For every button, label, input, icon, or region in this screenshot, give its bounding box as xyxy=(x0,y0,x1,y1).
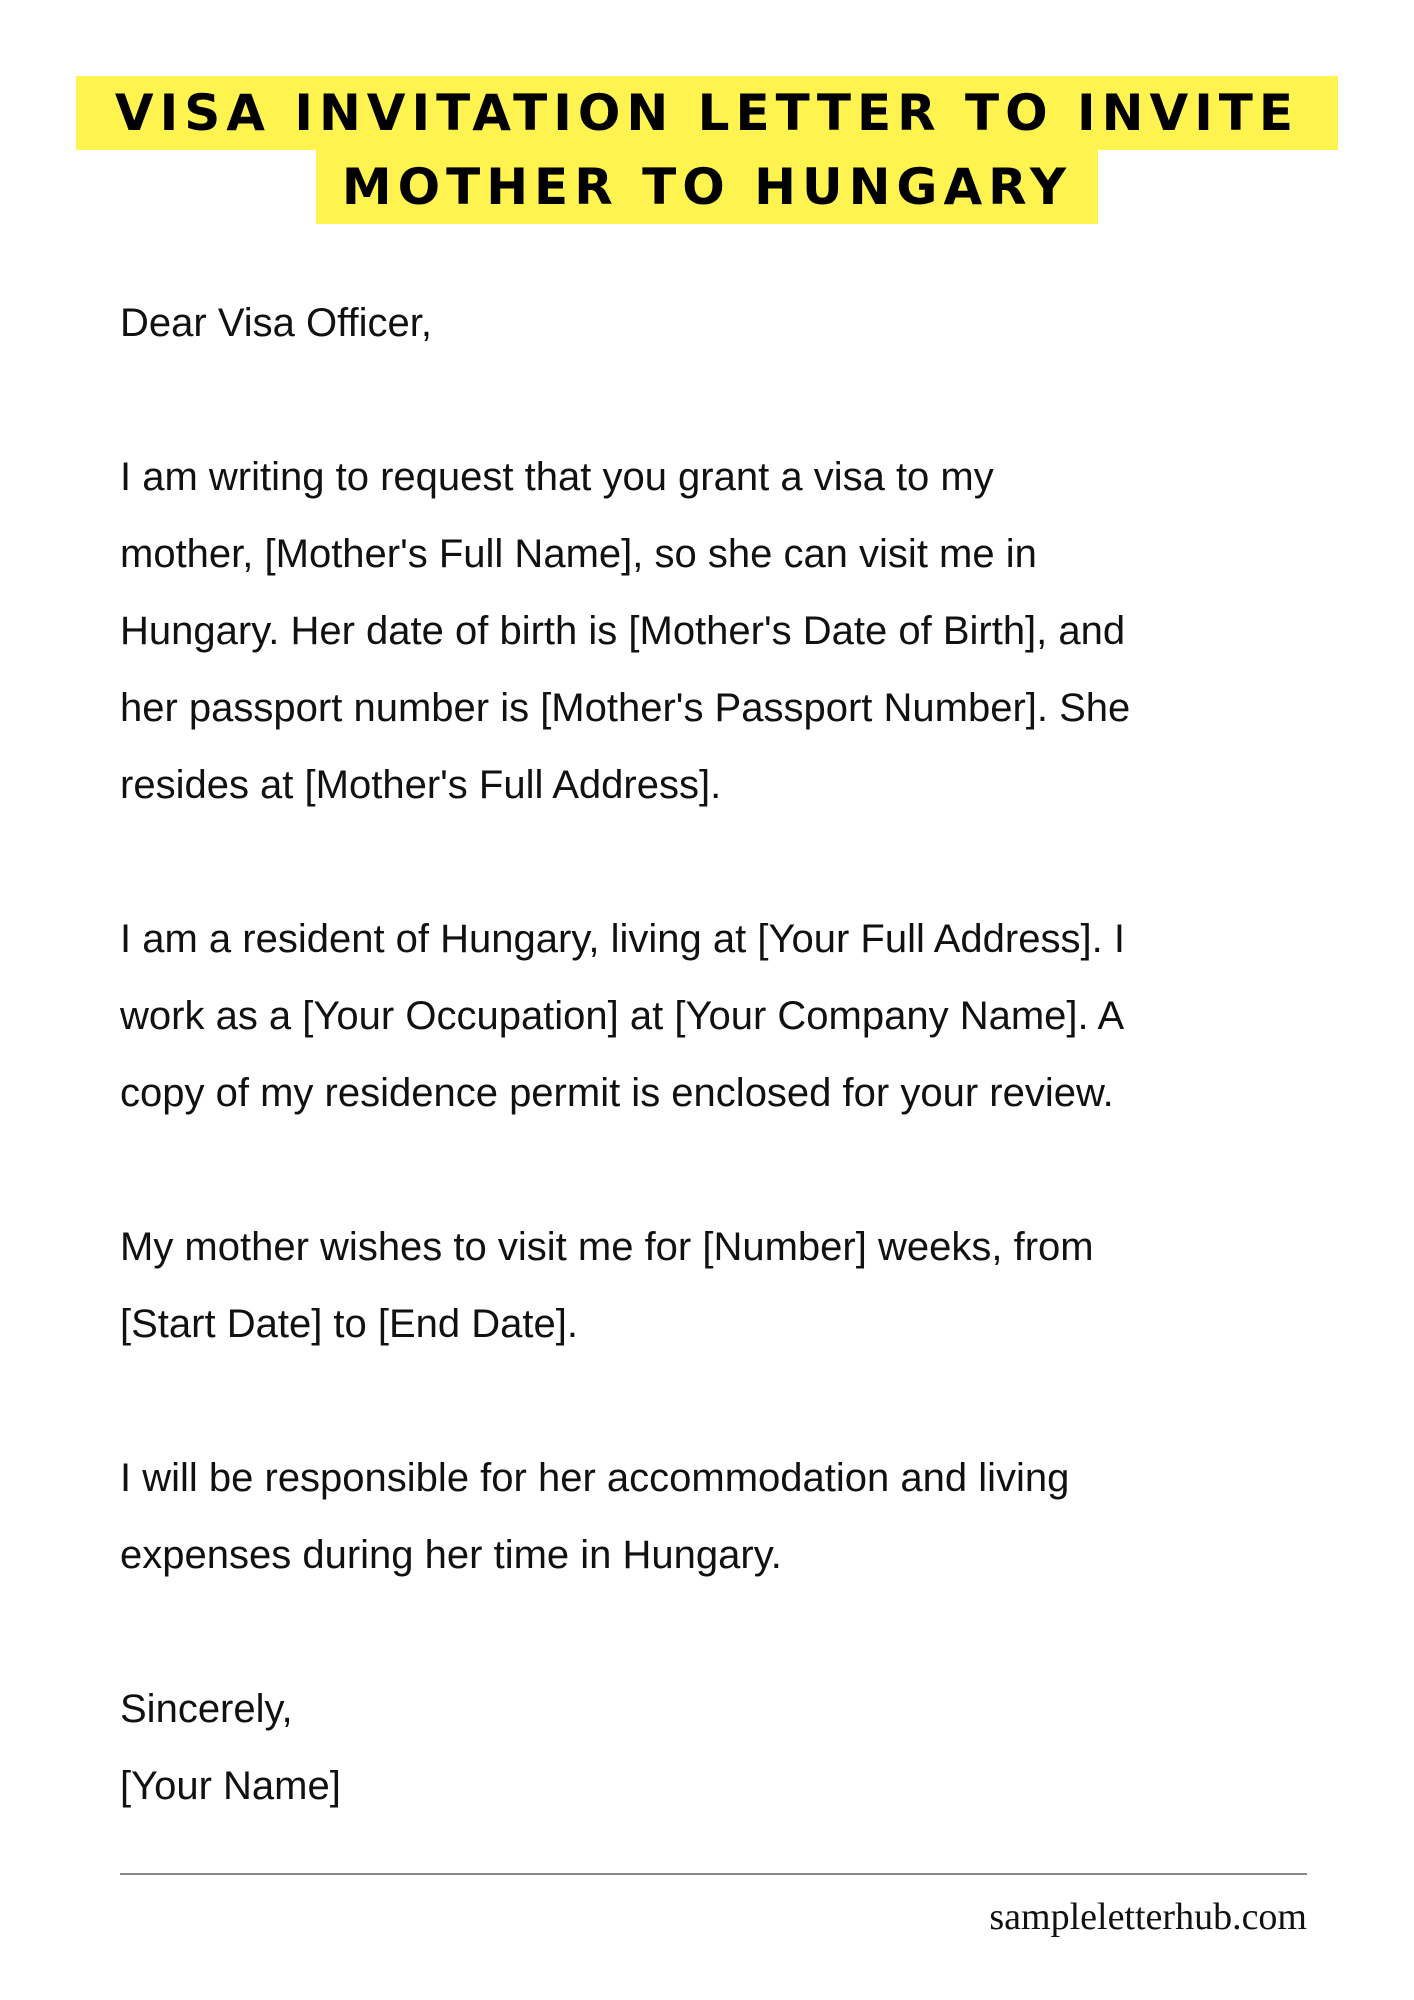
paragraph-line: [Start Date] to [End Date]. xyxy=(120,1302,579,1346)
closing-block xyxy=(120,1671,1370,1825)
paragraph-line: My mother wishes to visit me for [Number] weeks, from xyxy=(120,1225,1094,1269)
paragraph-line: resides at [Mother's Full Address]. xyxy=(120,763,722,807)
closing: Sincerely, xyxy=(120,1687,293,1731)
letter-body xyxy=(120,285,1370,1825)
paragraph-line: Hungary. Her date of birth is [Mother's Date of Birth], and xyxy=(120,609,1126,653)
page-title xyxy=(0,76,1414,224)
paragraph-line: mother, [Mother's Full Name], so she can visit me in xyxy=(120,532,1037,576)
title-line-2: MOTHER TO HUNGARY xyxy=(316,150,1098,224)
paragraph-line: expenses during her time in Hungary. xyxy=(120,1533,782,1577)
paragraph-line: her passport number is [Mother's Passport Number]. She xyxy=(120,686,1131,730)
salutation xyxy=(120,285,1370,362)
salutation-text: Dear Visa Officer, xyxy=(120,301,432,345)
signature: [Your Name] xyxy=(120,1764,341,1808)
paragraph-1 xyxy=(120,439,1370,824)
paragraph-line: copy of my residence permit is enclosed for your review. xyxy=(120,1071,1114,1115)
footer-site: sampleletterhub.com xyxy=(989,1896,1307,1938)
title-line-1: VISA INVITATION LETTER TO INVITE xyxy=(76,76,1338,150)
paragraph-2 xyxy=(120,901,1370,1132)
footer-divider xyxy=(120,1873,1307,1875)
paragraph-3 xyxy=(120,1209,1370,1363)
paragraph-line: I am writing to request that you grant a visa to my xyxy=(120,455,994,499)
paragraph-line: I am a resident of Hungary, living at [Your Full Address]. I xyxy=(120,917,1125,961)
paragraph-line: work as a [Your Occupation] at [Your Company Name]. A xyxy=(120,994,1125,1038)
paragraph-4 xyxy=(120,1440,1370,1594)
paragraph-line: I will be responsible for her accommodation and living xyxy=(120,1456,1070,1500)
